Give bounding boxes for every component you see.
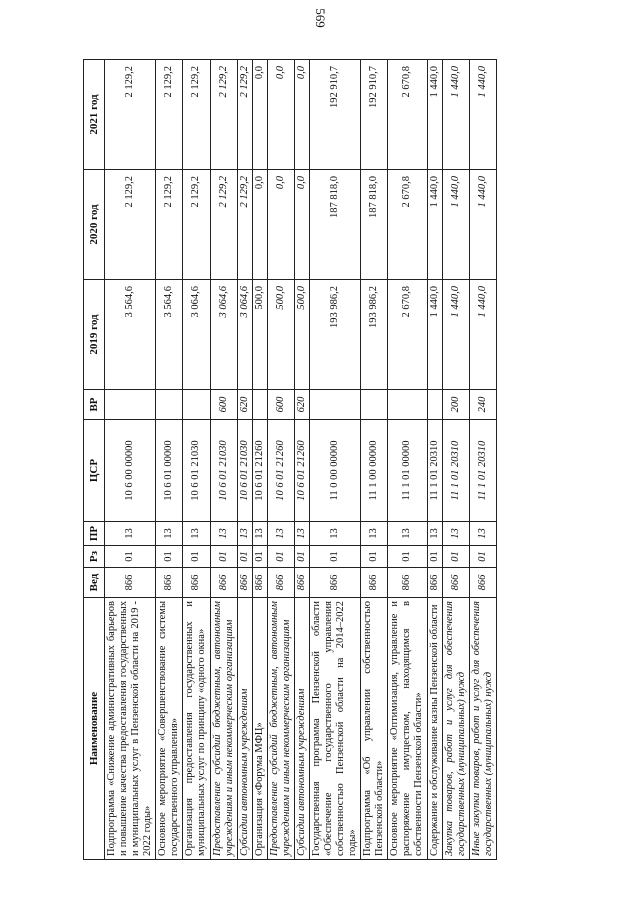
cell-ved: 866 <box>388 568 427 598</box>
cell-csr: 10 6 01 21260 <box>294 420 309 522</box>
cell-2020: 2 129,2 <box>210 170 237 280</box>
header-csr: ЦСР <box>84 420 105 522</box>
cell-2019: 1 440,0 <box>427 280 442 390</box>
rotated-budget-table-container <box>83 60 588 860</box>
table-row <box>309 60 360 860</box>
cell-name: Основное мероприятие «Совершенствование системы государственного управления» <box>156 598 183 860</box>
cell-csr: 10 6 01 21030 <box>210 420 237 522</box>
table-row <box>156 60 183 860</box>
table-row <box>469 60 496 860</box>
cell-name: Предоставление субсидий бюджетным, автономным учреждениям и иным некоммерческим организациям <box>267 598 294 860</box>
page-number: 569 <box>313 8 328 28</box>
cell-vr <box>105 390 156 420</box>
cell-pr: 13 <box>294 522 309 546</box>
cell-2020: 1 440,0 <box>427 170 442 280</box>
cell-rz: 01 <box>105 546 156 568</box>
cell-2021: 2 670,8 <box>388 60 427 170</box>
cell-rz: 01 <box>237 546 252 568</box>
cell-2020: 0,0 <box>252 170 267 280</box>
cell-rz: 01 <box>469 546 496 568</box>
cell-2020: 2 670,8 <box>388 170 427 280</box>
cell-2019: 1 440,0 <box>442 280 469 390</box>
cell-csr: 10 6 01 21030 <box>237 420 252 522</box>
header-name: Наименование <box>84 598 105 860</box>
cell-pr: 13 <box>442 522 469 546</box>
cell-2021: 0,0 <box>294 60 309 170</box>
cell-pr: 13 <box>210 522 237 546</box>
cell-ved: 866 <box>105 568 156 598</box>
cell-2020: 2 129,2 <box>237 170 252 280</box>
cell-2021: 0,0 <box>267 60 294 170</box>
table-row <box>267 60 294 860</box>
cell-pr: 13 <box>252 522 267 546</box>
cell-2019: 3 564,6 <box>105 280 156 390</box>
cell-csr: 10 6 01 21260 <box>267 420 294 522</box>
cell-2021: 1 440,0 <box>427 60 442 170</box>
cell-pr: 13 <box>388 522 427 546</box>
cell-csr: 10 6 00 00000 <box>105 420 156 522</box>
cell-rz: 01 <box>442 546 469 568</box>
budget-table <box>83 59 497 860</box>
cell-2019: 3 064,6 <box>210 280 237 390</box>
cell-vr: 620 <box>294 390 309 420</box>
cell-vr: 600 <box>210 390 237 420</box>
cell-vr <box>183 390 210 420</box>
cell-vr <box>252 390 267 420</box>
cell-2021: 1 440,0 <box>469 60 496 170</box>
cell-2019: 1 440,0 <box>469 280 496 390</box>
cell-2020: 0,0 <box>267 170 294 280</box>
cell-name: Иные закупки товаров, работ и услуг для обеспечения государственных (муниципальных) нужд <box>469 598 496 860</box>
table-row <box>388 60 427 860</box>
cell-rz: 01 <box>294 546 309 568</box>
cell-ved: 866 <box>156 568 183 598</box>
table-row <box>105 60 156 860</box>
cell-2019: 2 670,8 <box>388 280 427 390</box>
cell-csr: 11 1 01 20310 <box>469 420 496 522</box>
table-row <box>427 60 442 860</box>
table-body <box>105 60 497 860</box>
cell-2021: 1 440,0 <box>442 60 469 170</box>
cell-2021: 2 129,2 <box>210 60 237 170</box>
header-ved: Вед <box>84 568 105 598</box>
cell-csr: 10 6 01 21260 <box>252 420 267 522</box>
cell-ved: 866 <box>469 568 496 598</box>
cell-ved: 866 <box>294 568 309 598</box>
cell-csr: 11 1 00 00000 <box>361 420 388 522</box>
cell-name: Основное мероприятие «Оптимизация, управление и распоряжение имуществом, находящимся в собственности Пензенской области» <box>388 598 427 860</box>
cell-rz: 01 <box>388 546 427 568</box>
cell-name: Государственная программа Пензенской области «Обеспечение государственного управления собственностью Пензенской области на 2014–2022 годы» <box>309 598 360 860</box>
header-2020: 2020 год <box>84 170 105 280</box>
cell-vr: 600 <box>267 390 294 420</box>
header-2021: 2021 год <box>84 60 105 170</box>
cell-csr: 10 6 01 00000 <box>156 420 183 522</box>
table-row <box>442 60 469 860</box>
cell-2020: 1 440,0 <box>469 170 496 280</box>
cell-pr: 13 <box>267 522 294 546</box>
cell-csr: 11 1 01 20310 <box>442 420 469 522</box>
table-row <box>183 60 210 860</box>
cell-csr: 11 1 01 20310 <box>427 420 442 522</box>
cell-2020: 2 129,2 <box>156 170 183 280</box>
cell-2019: 500,0 <box>252 280 267 390</box>
cell-vr <box>388 390 427 420</box>
cell-2020: 0,0 <box>294 170 309 280</box>
cell-ved: 866 <box>267 568 294 598</box>
cell-2019: 3 064,6 <box>237 280 252 390</box>
cell-csr: 11 0 00 00000 <box>309 420 360 522</box>
cell-2019: 3 064,6 <box>183 280 210 390</box>
table-row <box>294 60 309 860</box>
table-row <box>252 60 267 860</box>
header-2019: 2019 год <box>84 280 105 390</box>
cell-vr: 240 <box>469 390 496 420</box>
cell-ved: 866 <box>252 568 267 598</box>
cell-vr: 620 <box>237 390 252 420</box>
header-pr: ПР <box>84 522 105 546</box>
cell-rz: 01 <box>267 546 294 568</box>
cell-2020: 187 818,0 <box>309 170 360 280</box>
cell-vr: 200 <box>442 390 469 420</box>
cell-2021: 2 129,2 <box>156 60 183 170</box>
cell-rz: 01 <box>210 546 237 568</box>
cell-2020: 187 818,0 <box>361 170 388 280</box>
cell-2019: 3 564,6 <box>156 280 183 390</box>
table-row <box>210 60 237 860</box>
cell-vr <box>427 390 442 420</box>
cell-pr: 13 <box>361 522 388 546</box>
cell-ved: 866 <box>361 568 388 598</box>
cell-2021: 192 910,7 <box>309 60 360 170</box>
cell-pr: 13 <box>237 522 252 546</box>
cell-pr: 13 <box>469 522 496 546</box>
cell-vr <box>361 390 388 420</box>
table-row <box>237 60 252 860</box>
cell-ved: 866 <box>237 568 252 598</box>
header-rz: Рз <box>84 546 105 568</box>
cell-name: Субсидии автономным учреждениям <box>237 598 252 860</box>
cell-2019: 193 986,2 <box>309 280 360 390</box>
cell-ved: 866 <box>442 568 469 598</box>
cell-ved: 866 <box>210 568 237 598</box>
cell-vr <box>156 390 183 420</box>
cell-csr: 10 6 01 21030 <box>183 420 210 522</box>
cell-name: Организация предоставления государственных и муниципальных услуг по принципу «одного окна» <box>183 598 210 860</box>
cell-2020: 1 440,0 <box>442 170 469 280</box>
cell-pr: 13 <box>183 522 210 546</box>
cell-rz: 01 <box>183 546 210 568</box>
cell-rz: 01 <box>252 546 267 568</box>
table-header-row <box>84 60 105 860</box>
cell-ved: 866 <box>427 568 442 598</box>
cell-pr: 13 <box>427 522 442 546</box>
cell-vr <box>309 390 360 420</box>
cell-pr: 13 <box>156 522 183 546</box>
cell-2021: 2 129,2 <box>183 60 210 170</box>
table-row <box>361 60 388 860</box>
cell-name: Закупка товаров, работ и услуг для обеспечения государственных (муниципальных) нужд <box>442 598 469 860</box>
cell-name: Подпрограмма «Снижение административных барьеров и повышение качества предоставления государственных и муниципальных услуг в Пензенской области на 2019 - 2022 годы» <box>105 598 156 860</box>
cell-name: Организация «Форума МФЦ» <box>252 598 267 860</box>
cell-name: Содержание и обслуживание казны Пензенской области <box>427 598 442 860</box>
cell-2020: 2 129,2 <box>183 170 210 280</box>
cell-2020: 2 129,2 <box>105 170 156 280</box>
cell-pr: 13 <box>309 522 360 546</box>
cell-2021: 2 129,2 <box>105 60 156 170</box>
cell-2019: 500,0 <box>267 280 294 390</box>
cell-name: Подпрограмма «Об управлении собственностью Пензенской области» <box>361 598 388 860</box>
cell-ved: 866 <box>309 568 360 598</box>
cell-2019: 500,0 <box>294 280 309 390</box>
header-vr: ВР <box>84 390 105 420</box>
cell-ved: 866 <box>183 568 210 598</box>
cell-rz: 01 <box>309 546 360 568</box>
cell-name: Предоставление субсидий бюджетным, автономным учреждениям и иным некоммерческим организациям <box>210 598 237 860</box>
cell-2019: 193 986,2 <box>361 280 388 390</box>
cell-csr: 11 1 01 00000 <box>388 420 427 522</box>
cell-rz: 01 <box>156 546 183 568</box>
cell-2021: 2 129,2 <box>237 60 252 170</box>
cell-2021: 192 910,7 <box>361 60 388 170</box>
cell-rz: 01 <box>427 546 442 568</box>
cell-2021: 0,0 <box>252 60 267 170</box>
cell-name: Субсидии автономным учреждениям <box>294 598 309 860</box>
cell-pr: 13 <box>105 522 156 546</box>
cell-rz: 01 <box>361 546 388 568</box>
